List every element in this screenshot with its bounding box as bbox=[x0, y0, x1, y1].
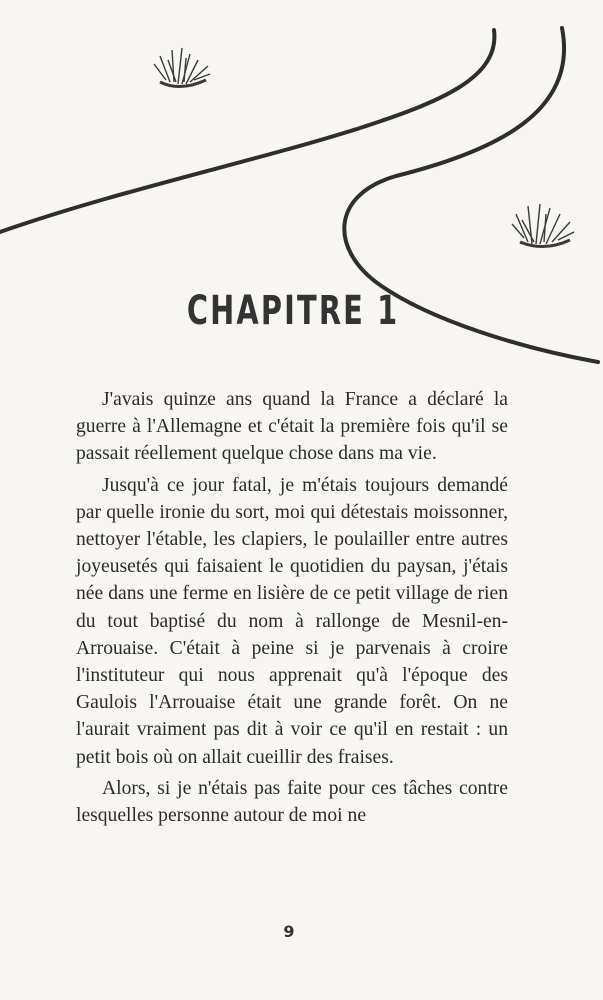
paragraph: Alors, si je n'étais pas faite pour ces tâches contre lesquelles personne autour de moi ne bbox=[76, 777, 508, 827]
paragraph: J'avais quinze ans quand la France a déclaré la guerre à l'Allemagne et c'était la première fois qu'il se passait réellement quelque chose dans ma vie. bbox=[76, 389, 508, 465]
paragraph: Jusqu'à ce jour fatal, je m'étais toujours demandé par quelle ironie du sort, moi qui détestais moissonner, nettoyer l'étable, les clapiers, le poulailler entre autres joyeusetés qui faisaient le quotidien du paysan, j'étais née dans une ferme en lisière de ce petit village de rien du tout baptisé du nom à rallonge de Mesnil-en-Arrouaise. C'était à peine si je parvenais à croire l'instituteur qui nous apprenait qu'à l'époque des Gaulois l'Arrouaise était une grande forêt. On ne l'aurait vraiment pas dit à voir ce qu'il en restait : un petit bois où on allait cueillir des fraises. bbox=[76, 474, 508, 768]
road-line-left bbox=[0, 30, 494, 232]
chapter-title: CHAPITRE 1 bbox=[186, 288, 400, 334]
page-number: 9 bbox=[283, 922, 295, 941]
bush-icon bbox=[154, 48, 210, 87]
body-text bbox=[76, 386, 508, 833]
bush-icon bbox=[512, 204, 574, 247]
